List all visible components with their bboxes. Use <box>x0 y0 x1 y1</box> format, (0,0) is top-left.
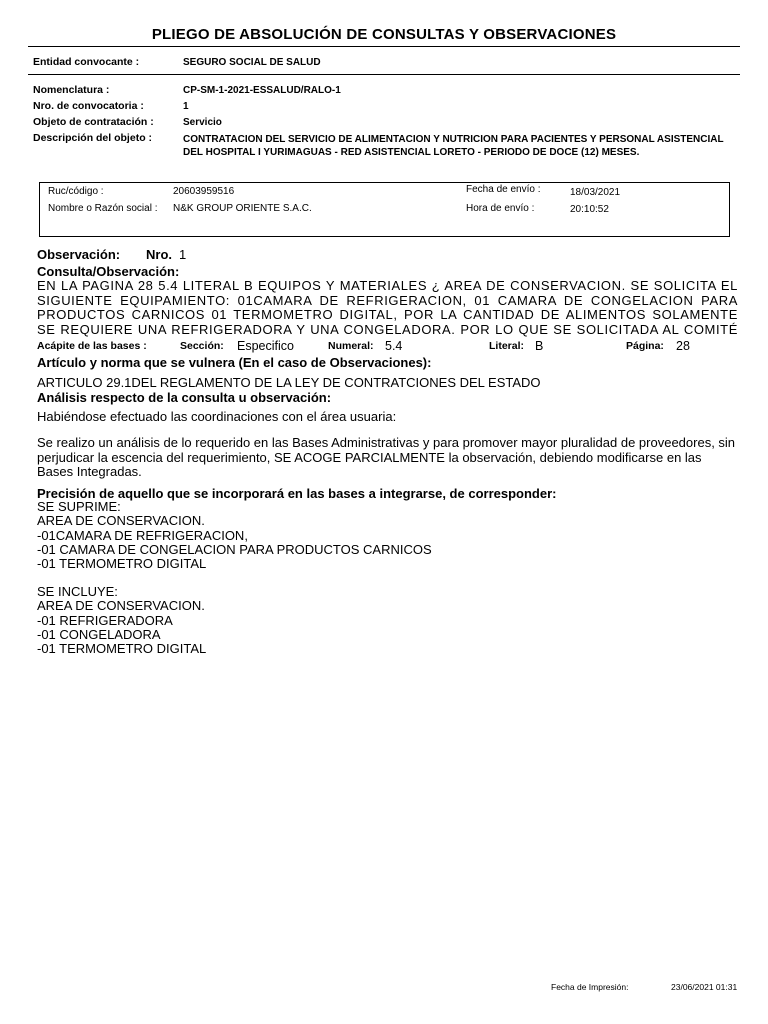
list-item: AREA DE CONSERVACION. <box>37 598 205 614</box>
nombre-label: Nombre o Razón social : <box>48 203 158 214</box>
analisis-paragraph-1: Habiéndose efectuado las coordinaciones con el área usuaria: <box>37 409 397 424</box>
nombre-value: N&K GROUP ORIENTE S.A.C. <box>173 203 312 214</box>
analisis-label: Análisis respecto de la consulta u observación: <box>37 390 332 405</box>
entidad-value: SEGURO SOCIAL DE SALUD <box>183 57 321 68</box>
entidad-label: Entidad convocante : <box>33 56 140 68</box>
list-item: SE INCLUYE: <box>37 584 118 599</box>
objeto-value: Servicio <box>183 117 222 128</box>
numeral-label: Numeral: <box>328 340 374 352</box>
fecha-impresion-label: Fecha de Impresión: <box>551 982 629 992</box>
literal-label: Literal: <box>489 340 525 352</box>
analisis-paragraph-2: Se realizo un análisis de lo requerido en las Bases Administrativas y para promover mayor pluralidad de proveedores, sin perjudicar la escencia del requerimiento, SE ACOGE PARCIALMENTE la observación, debiendo modificarse en las Bases Integradas. <box>37 435 736 479</box>
descripcion-label: Descripción del objeto : <box>33 132 153 144</box>
literal-value: B <box>535 339 544 353</box>
nro-convocatoria-label: Nro. de convocatoria : <box>33 100 144 112</box>
observacion-label: Observación: <box>37 247 121 262</box>
list-item: -01CAMARA DE REFRIGERACION, <box>37 527 248 543</box>
participant-box <box>39 182 730 237</box>
list-item: -01 REFRIGERADORA <box>37 612 173 628</box>
list-item: -01 TERMOMETRO DIGITAL <box>37 556 207 572</box>
list-item: -01 TERMOMETRO DIGITAL <box>37 641 207 657</box>
incluye-list <box>37 585 206 656</box>
precision-label: Precisión de aquello que se incorporará en las bases a integrarse, de corresponder: <box>37 486 557 501</box>
articulo-label: Artículo y norma que se vulnera (En el caso de Observaciones): <box>37 355 432 370</box>
title-divider <box>28 46 740 47</box>
document-title: PLIEGO DE ABSOLUCIÓN DE CONSULTAS Y OBSERVACIONES <box>151 26 617 43</box>
hora-envio-label: Hora de envío : <box>466 203 535 214</box>
seccion-label: Sección: <box>180 340 224 352</box>
articulo-text: ARTICULO 29.1DEL REGLAMENTO DE LA LEY DE CONTRATCIONES DEL ESTADO <box>37 375 541 390</box>
consulta-text: EN LA PAGINA 28 5.4 LITERAL B EQUIPOS Y MATERIALES ¿ AREA DE CONSERVACION. SE SOLICITA EL SIGUIENTE EQUIPAMIENTO: 01CAMARA DE REFRIGERACION, 01 CAMARA DE CONGELACION PARA PRODUCTOS CARNICOS 01 TERMOMETRO DIGITAL, POR LA CANTIDAD DE ALIMENTOS SOLAMENTE SE REQUIERE UNA REFRIGERADORA Y UNA CONGELADORA. POR LO QUE SE SOLICITADA AL COMITÉ <box>37 279 738 337</box>
hora-envio-value: 20:10:52 <box>570 204 609 215</box>
list-item: -01 CONGELADORA <box>37 626 161 642</box>
objeto-label: Objeto de contratación : <box>33 116 154 128</box>
list-item: SE SUPRIME: <box>37 499 121 514</box>
nomenclatura-label: Nomenclatura : <box>33 84 110 96</box>
list-item: AREA DE CONSERVACION. <box>37 513 205 529</box>
nro-convocatoria-value: 1 <box>183 101 189 112</box>
nro-label: Nro. <box>146 247 172 262</box>
seccion-value: Especifico <box>237 339 294 353</box>
entidad-divider <box>28 74 740 75</box>
numeral-value: 5.4 <box>385 339 403 353</box>
pagina-value: 28 <box>676 339 690 353</box>
fecha-envio-value: 18/03/2021 <box>570 187 621 198</box>
nro-value: 1 <box>179 247 187 262</box>
ruc-value: 20603959516 <box>173 186 235 197</box>
descripcion-value: CONTRATACION DEL SERVICIO DE ALIMENTACION Y NUTRICION PARA PACIENTES Y PERSONAL ASISTENCIAL DEL HOSPITAL I YURIMAGUAS - RED ASISTENCIAL LORETO - PERIODO DE DOCE (12) MESES. <box>183 134 724 158</box>
pagina-label: Página: <box>626 340 664 352</box>
fecha-impresion-value: 23/06/2021 01:31 <box>671 982 738 992</box>
nomenclatura-value: CP-SM-1-2021-ESSALUD/RALO-1 <box>183 85 341 96</box>
acapite-label: Acápite de las bases : <box>37 340 147 352</box>
consulta-label: Consulta/Observación: <box>37 264 180 279</box>
list-item: -01 CAMARA DE CONGELACION PARA PRODUCTOS CARNICOS <box>37 541 432 557</box>
suprime-list <box>37 500 432 571</box>
ruc-label: Ruc/código : <box>48 186 104 197</box>
fecha-envio-label: Fecha de envío : <box>466 184 541 195</box>
